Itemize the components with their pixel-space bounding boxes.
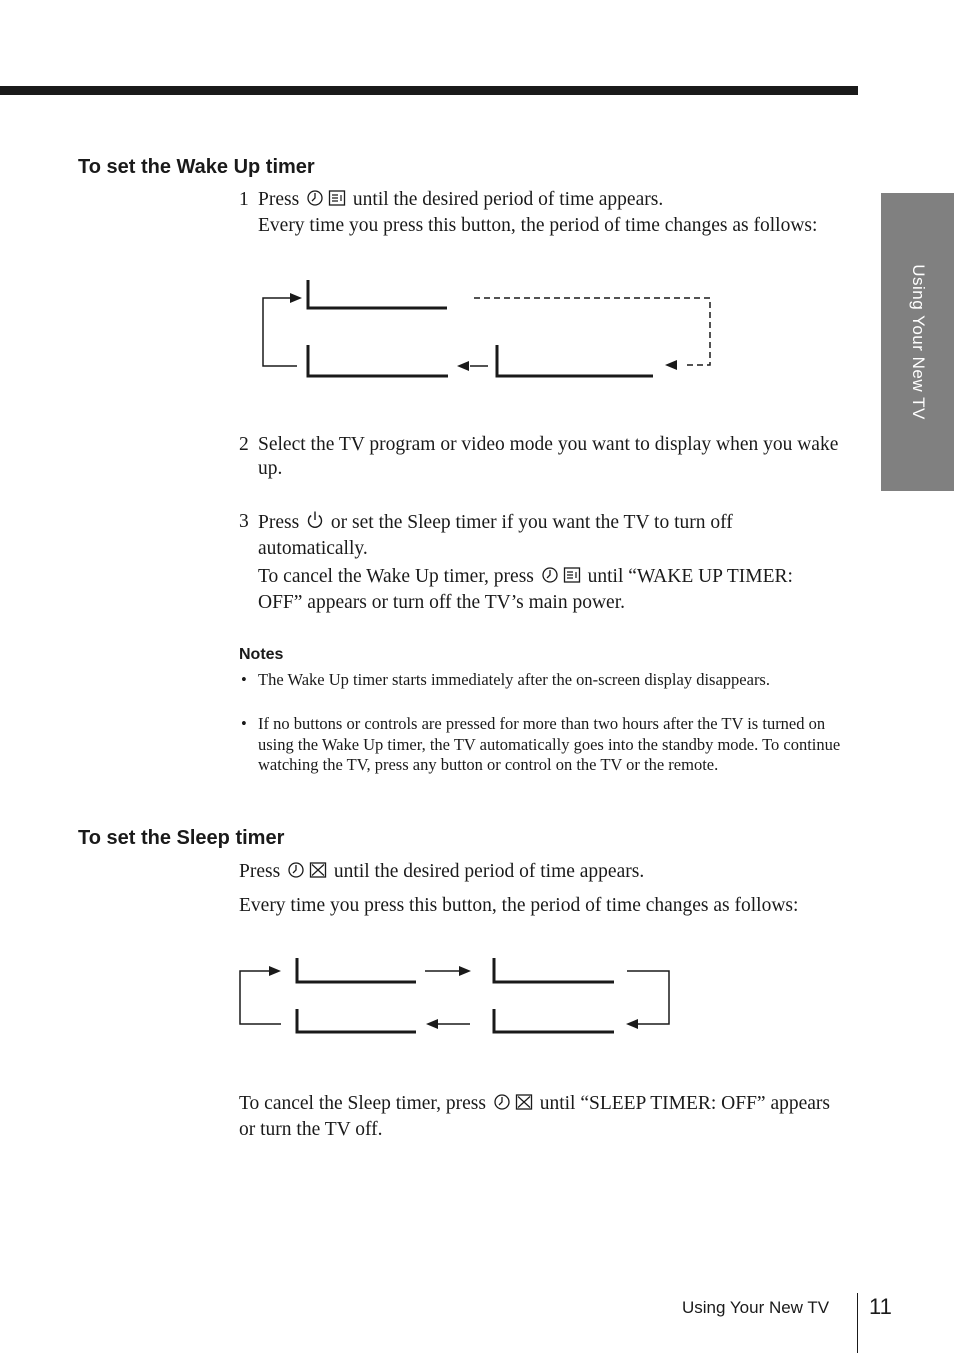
footer-divider: [857, 1293, 858, 1353]
box-x-icon: [515, 1093, 533, 1118]
display-box-2: [494, 958, 614, 982]
top-rule: [0, 86, 858, 95]
step-number: 2: [239, 434, 249, 455]
return-line: [240, 971, 281, 1024]
arrow-head-left: [457, 361, 469, 371]
display-box-3: [497, 345, 653, 376]
press-word: Press: [239, 861, 281, 882]
note-item: [239, 714, 851, 776]
note-item: [239, 670, 851, 691]
wake-up-step-2: [239, 433, 845, 481]
sleep-press-text: until the desired period of time appears.: [333, 861, 645, 882]
display-box-2: [308, 345, 448, 376]
press-word: Press: [258, 189, 300, 210]
wake-up-cancel: [239, 565, 839, 615]
clock-icon: [287, 861, 305, 886]
cancel-text-start: To cancel the Sleep timer, press: [239, 1093, 486, 1114]
note-text: If no buttons or controls are pressed for more than two hours after the TV is turned on using the Wake Up timer, the TV automatically goes into the standby mode. To continue watching the TV, press any button or control on the TV or the remote.: [258, 714, 841, 774]
wake-up-step-3: [239, 510, 839, 615]
display-box-3: [297, 1009, 416, 1032]
cancel-text-end: until “WAKE UP TIMER: OFF” appears or turn off the TV’s main power.: [258, 566, 793, 613]
page-number: 11: [869, 1294, 892, 1319]
wrap-line: [627, 971, 669, 1024]
clock-icon: [306, 189, 324, 214]
step-1-text: until the desired period of time appears.: [352, 189, 664, 210]
power-icon: [306, 510, 324, 537]
arrow-head-right: [269, 966, 281, 976]
step-number: 1: [239, 189, 249, 210]
clock-icon: [541, 566, 559, 591]
display-box-1: [308, 280, 447, 308]
return-line: [263, 298, 297, 366]
wake-up-heading: To set the Wake Up timer: [78, 156, 315, 178]
step-3-text: or set the Sleep timer if you want the TV to turn off automatically.: [258, 512, 733, 559]
box-x-icon: [309, 861, 327, 886]
bullet: •: [241, 714, 247, 733]
display-box-1: [297, 958, 416, 982]
sleep-line-2: Every time you press this button, the period of time changes as follows:: [239, 895, 799, 916]
note-text: The Wake Up timer starts immediately after the on-screen display disappears.: [258, 670, 770, 689]
bullet: •: [241, 670, 247, 689]
cancel-text-start: To cancel the Wake Up timer, press: [258, 566, 534, 587]
display-box-4: [494, 1009, 614, 1032]
arrow-head-left-2: [426, 1019, 438, 1029]
display-icon: [563, 566, 581, 591]
sleep-press-line: [239, 860, 839, 886]
press-word: Press: [258, 512, 300, 533]
arrow-head-right: [290, 293, 302, 303]
wake-up-step-1: [239, 188, 839, 238]
display-icon: [328, 189, 346, 214]
step-2-text: Select the TV program or video mode you want to display when you wake up.: [258, 434, 839, 479]
sleep-cycle-diagram: [235, 950, 675, 1045]
cancel-text-end: until “SLEEP TIMER: OFF” appears or turn the TV off.: [239, 1093, 830, 1140]
footer-section-label: Using Your New TV: [682, 1298, 830, 1317]
arrow-head-left-2: [665, 360, 677, 370]
arrow-head-right-2: [459, 966, 471, 976]
notes-label: Notes: [239, 646, 284, 663]
sleep-cancel: [239, 1092, 845, 1142]
sleep-heading: To set the Sleep timer: [78, 827, 285, 849]
step-1-line-2: Every time you press this button, the period of time changes as follows:: [258, 215, 818, 236]
clock-icon: [493, 1093, 511, 1118]
side-tab-label: Using Your New TV: [908, 264, 928, 420]
step-number: 3: [239, 511, 249, 532]
wake-up-cycle-diagram: [255, 270, 725, 390]
side-tab: [881, 193, 954, 491]
dashed-sequence-line: [474, 298, 710, 365]
arrow-head-left: [626, 1019, 638, 1029]
